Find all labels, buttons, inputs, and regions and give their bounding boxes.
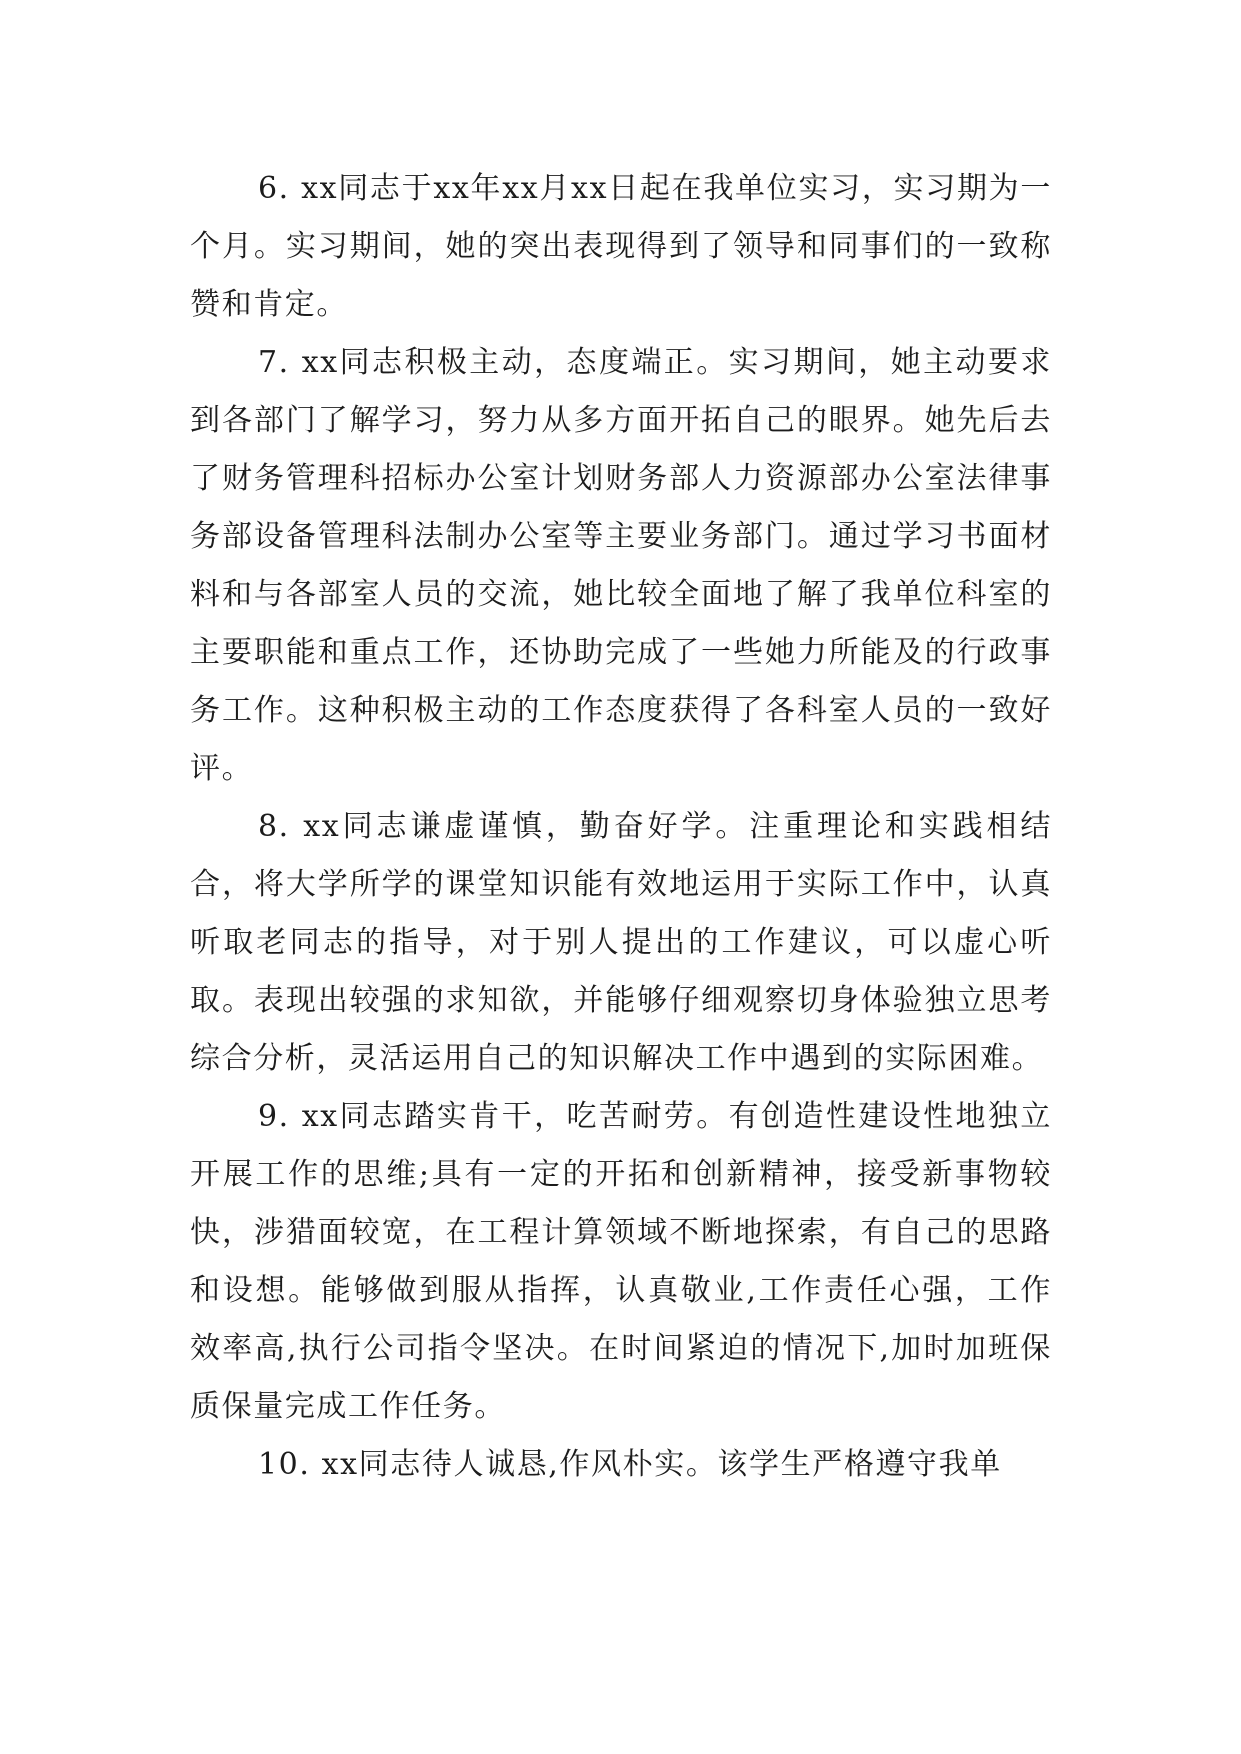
paragraph-7: 7. xx同志积极主动，态度端正。实习期间，她主动要求到各部门了解学习，努力从多方面开拓自己的眼界。她先后去了财务管理科招标办公室计划财务部人力资源部办公室法律事务部设备管理科法制办公室等主要业务部门。通过学习书面材料和与各部室人员的交流，她比较全面地了解了我单位科室的主要职能和重点工作，还协助完成了一些她力所能及的行政事务工作。这种积极主动的工作态度获得了各科室人员的一致好评。 xyxy=(190,345,1052,786)
paragraph-10: 10. xx同志待人诚恳,作风朴实。该学生严格遵守我单 xyxy=(258,1447,1002,1482)
paragraph-6: 6. xx同志于xx年xx月xx日起在我单位实习，实习期为一个月。实习期间，她的突出表现得到了领导和同事们的一致称赞和肯定。 xyxy=(190,171,1052,322)
paragraph-9: 9. xx同志踏实肯干，吃苦耐劳。有创造性建设性地独立开展工作的思维;具有一定的开拓和创新精神，接受新事物较快，涉猎面较宽，在工程计算领域不断地探索，有自己的思路和设想。能够做到服从指挥，认真敬业,工作责任心强，工作效率高,执行公司指令坚决。在时间紧迫的情况下,加时加班保质保量完成工作任务。 xyxy=(190,1099,1052,1424)
paragraph-8: 8. xx同志谦虚谨慎，勤奋好学。注重理论和实践相结合，将大学所学的课堂知识能有效地运用于实际工作中，认真听取老同志的指导，对于别人提出的工作建议，可以虚心听取。表现出较强的求知欲，并能够仔细观察切身体验独立思考综合分析，灵活运用自己的知识解决工作中遇到的实际困难。 xyxy=(190,809,1052,1076)
document-body xyxy=(190,160,1052,1494)
